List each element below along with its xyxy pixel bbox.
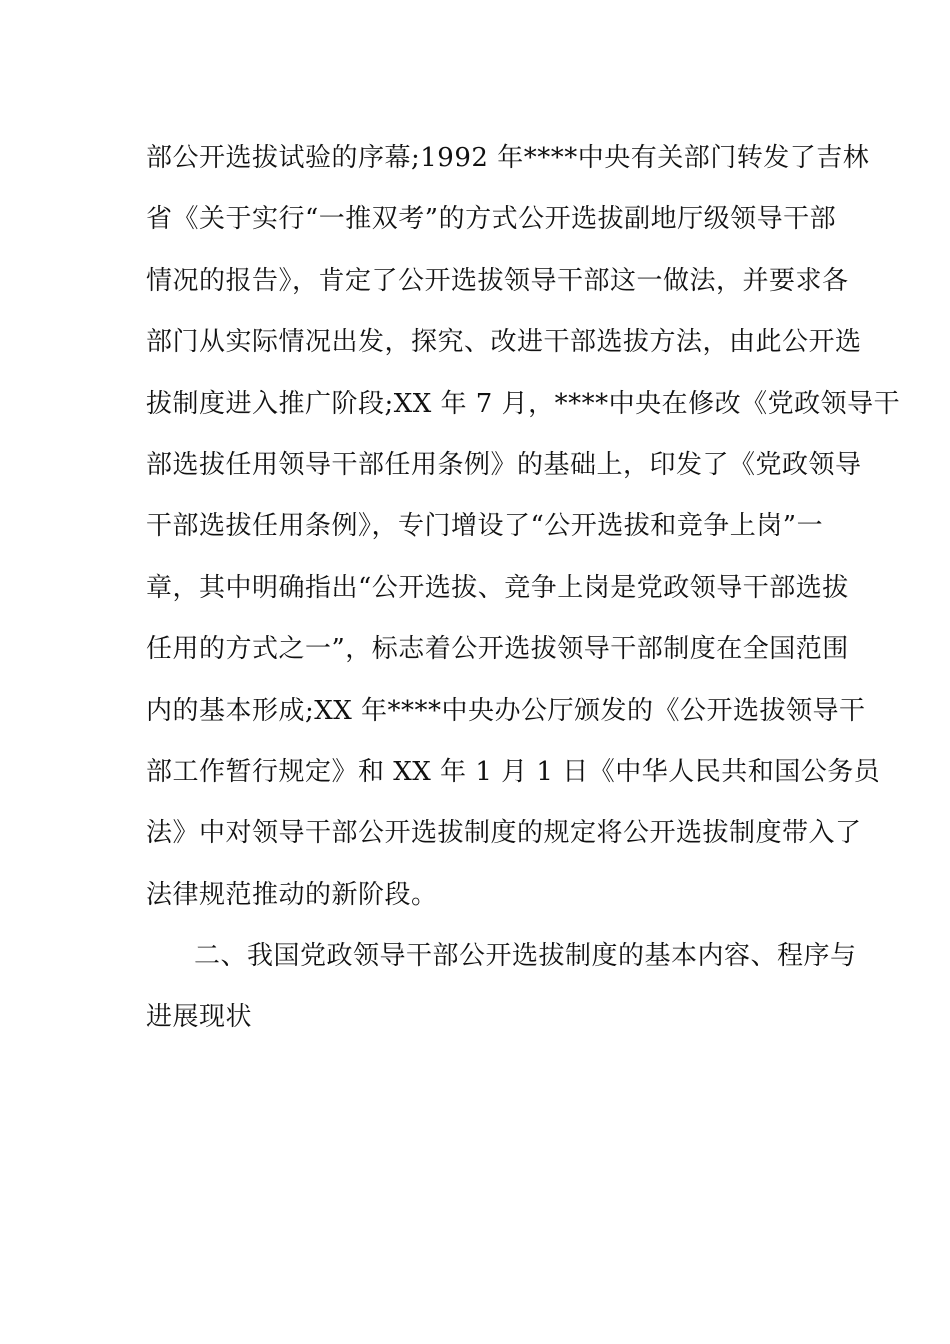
text-line: 内的基本形成;XX 年****中央办公厅颁发的《公开选拔领导干 — [146, 695, 866, 726]
section-heading — [146, 930, 857, 1053]
text-line: 干部选拔任用条例》，专门增设了“公开选拔和竞争上岗”一 — [146, 511, 824, 542]
text-line: 章，其中明确指出“公开选拔、竞争上岗是党政领导干部选拔 — [146, 572, 849, 603]
document-body — [146, 132, 901, 1053]
text-line: 拔制度进入推广阶段;XX 年 7 月，****中央在修改《党政领导干 — [146, 388, 901, 419]
text-line: 法》中对领导干部公开选拔制度的规定将公开选拔制度带入了 — [146, 818, 862, 849]
heading-line: 进展现状 — [146, 1002, 253, 1033]
heading-line: 二、我国党政领导干部公开选拔制度的基本内容、程序与 — [194, 941, 857, 972]
text-line: 任用的方式之一”，标志着公开选拔领导干部制度在全国范围 — [146, 634, 849, 665]
text-line: 省《关于实行“一推双考”的方式公开选拔副地厅级领导干部 — [146, 204, 837, 235]
text-line: 法律规范推动的新阶段。 — [146, 879, 438, 910]
text-line: 部工作暂行规定》和 XX 年 1 月 1 日《中华人民共和国公务员 — [146, 756, 881, 787]
paragraph-history — [146, 132, 901, 930]
text-line: 部选拔任用领导干部任用条例》的基础上，印发了《党政领导 — [146, 449, 862, 480]
text-line: 部门从实际情况出发，探究、改进干部选拔方法，由此公开选 — [146, 327, 862, 358]
text-line: 部公开选拔试验的序幕;1992 年****中央有关部门转发了吉林 — [146, 143, 870, 173]
text-line: 情况的报告》，肯定了公开选拔领导干部这一做法，并要求各 — [146, 265, 849, 296]
